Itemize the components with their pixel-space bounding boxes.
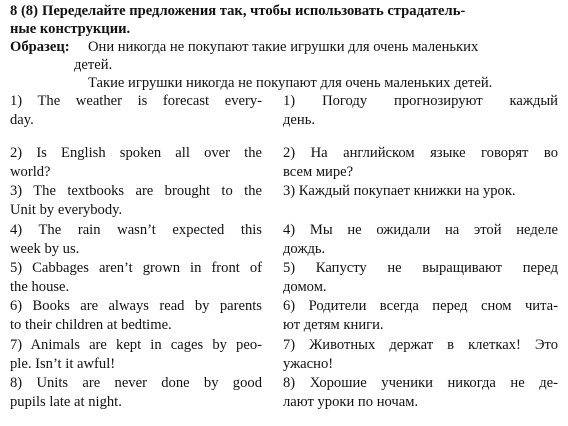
sentence-line: world? <box>10 164 51 180</box>
sample-passive-line: Такие игрушки никогда не покупают для очень маленьких детей. <box>88 75 493 91</box>
english-sentence <box>10 92 262 130</box>
exercise-number: 8 (8) <box>10 3 38 19</box>
sentence-line: 7) Животных держат в клетках! Это <box>283 337 558 353</box>
sentence-line: 8) Units are never done by good <box>10 375 262 391</box>
sentence-line: дождь. <box>283 241 326 257</box>
sentence-line: домом. <box>283 279 327 295</box>
english-sentence <box>10 374 262 412</box>
russian-sentence <box>283 221 558 259</box>
russian-sentence <box>283 336 558 374</box>
sample-label: Образец: <box>10 39 70 55</box>
sample-original-line-1: Они никогда не покупают такие игрушки для очень маленьких <box>88 39 479 55</box>
sample-block <box>10 38 558 92</box>
sentence-line: 7) Animals are kept in cages by peo- <box>10 337 262 353</box>
sentence-line: 5) Капусту не выращивают перед <box>283 260 558 276</box>
russian-sentence <box>283 374 558 412</box>
russian-sentence <box>283 259 558 297</box>
sentence-line: день. <box>283 112 316 128</box>
sentence-line: 5) Cabbages aren’t grown in front of <box>10 260 262 276</box>
sentence-line: to their children at bedtime. <box>10 317 172 333</box>
russian-sentence <box>283 297 558 335</box>
sentence-line: 6) Books are always read by parents <box>10 298 262 314</box>
exercise-header <box>10 2 558 38</box>
sentence-line: 3) The textbooks are brought to the <box>10 183 262 199</box>
sentence-line: the house. <box>10 279 70 295</box>
sentence-line: Unit by everybody. <box>10 202 123 218</box>
sentence-line: 4) Мы не ожидали на этой неделе <box>283 222 558 238</box>
sentence-line: лают уроки по ночам. <box>283 394 419 410</box>
sentence-line: 6) Родители всегда перед сном чита- <box>283 298 558 314</box>
instruction-line-2: ные конструкции. <box>10 21 131 37</box>
russian-sentence <box>283 182 558 201</box>
sentence-line: ужасно! <box>283 356 334 372</box>
sentence-line: day. <box>10 112 34 128</box>
english-sentence <box>10 144 262 182</box>
instruction-text: Переделайте предложения так, чтобы использовать страдатель- <box>41 3 466 19</box>
english-sentence <box>10 297 262 335</box>
sentence-line: 3) Каждый покупает книжки на урок. <box>283 183 516 199</box>
sentence-line: 1) The weather is forecast every- <box>10 93 262 109</box>
sentence-line: ют детям книги. <box>283 317 384 333</box>
sentence-line: 4) The rain wasn’t expected this <box>10 222 262 238</box>
english-sentence <box>10 182 262 220</box>
sentence-line: 1) Погоду прогнозируют каждый <box>283 93 558 109</box>
russian-sentence <box>283 92 558 130</box>
instruction-line-1 <box>10 2 558 20</box>
sentence-line: 2) На английском языке говорят во <box>283 145 558 161</box>
sentence-line: 8) Хорошие ученики никогда не де- <box>283 375 558 391</box>
sentence-line: pupils late at night. <box>10 394 122 410</box>
sentence-line: week by us. <box>10 241 80 257</box>
english-sentence <box>10 336 262 374</box>
english-sentence <box>10 221 262 259</box>
english-sentence <box>10 259 262 297</box>
sample-original-line-2: детей. <box>74 57 113 73</box>
sentence-line: ple. Isn’t it awful! <box>10 356 116 372</box>
russian-sentence <box>283 144 558 182</box>
sentence-line: всем мире? <box>283 164 354 180</box>
sentence-line: 2) Is English spoken all over the <box>10 145 262 161</box>
